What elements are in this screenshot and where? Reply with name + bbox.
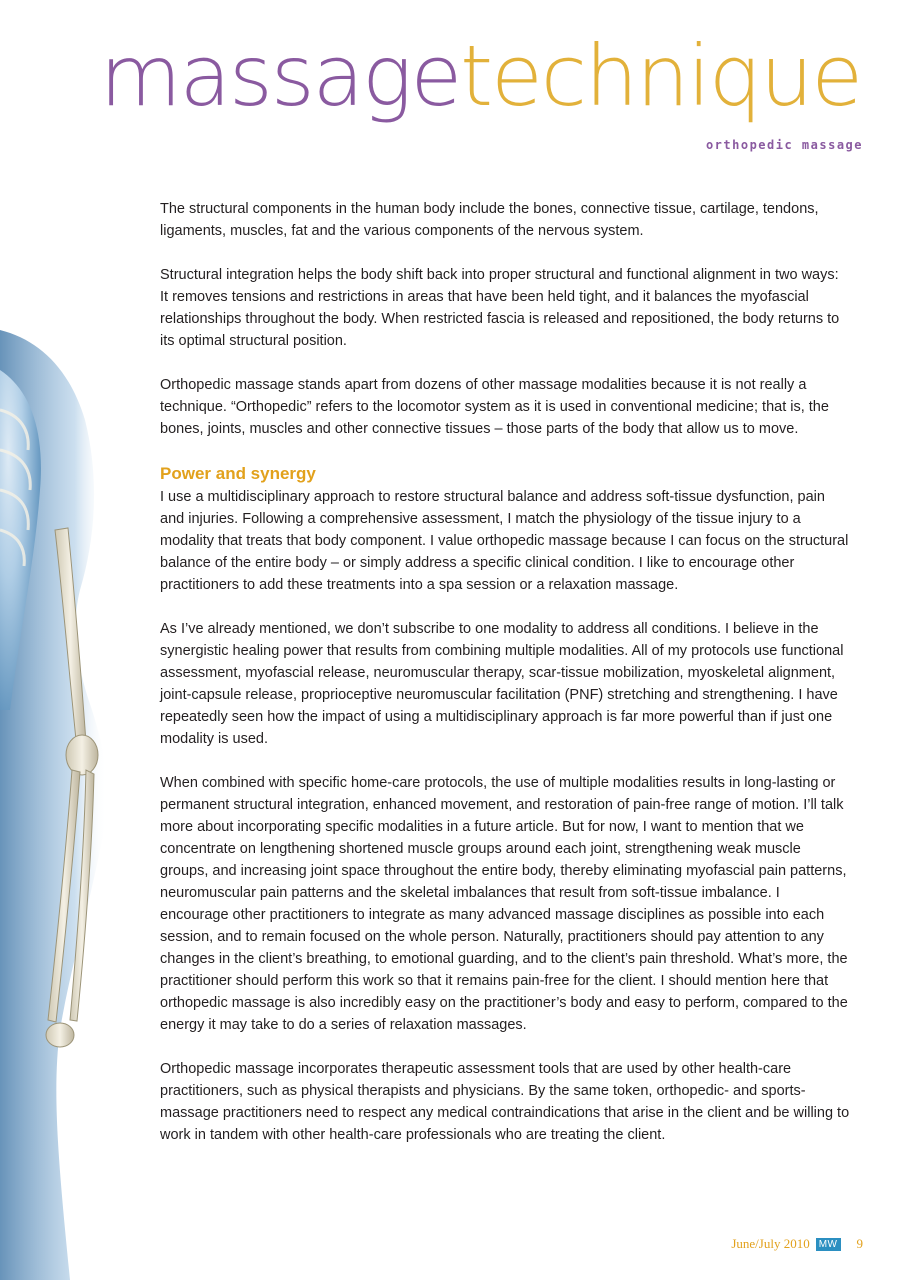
section-heading: Power and synergy [160, 464, 316, 483]
page-footer [731, 1236, 863, 1252]
skeleton-arm-graphic [0, 330, 150, 1280]
issue-date: June/July 2010 [731, 1236, 810, 1251]
paragraph: As I’ve already mentioned, we don’t subscribe to one modality to address all conditions. I believe in the synergistic healing power that results from combining multiple modalities. All of my protocols use functional assessment, myofascial release, neuromuscular therapy, scar-tissue mobilization, myoskeletal alignment, joint-capsule release, proprioceptive neuromuscular facilitation (PNF) stretching and strengthening. I have repeatedly seen how the impact of using a multidisciplinary approach is far more powerful than if just one modality is used. [160, 621, 844, 747]
article-body [160, 198, 850, 1168]
magazine-logo: MW [816, 1238, 841, 1251]
section-masthead [99, 27, 861, 125]
xray-arm-illustration [0, 330, 150, 1280]
paragraph: Orthopedic massage stands apart from dozens of other massage modalities because it is not really a technique. “Orthopedic” refers to the locomotor system as it is used in conventional medicine; that is, the bones, joints, muscles and other connective tissues – those parts of the body that allow us to move. [160, 377, 829, 437]
paragraph: I use a multidisciplinary approach to restore structural balance and address soft-tissue dysfunction, pain and injuries. Following a comprehensive assessment, I match the physiology of the tissue injury to a modality that treats that body component. I value orthopedic massage because I can focus on the structural balance of the entire body – or simply address a specific clinical condition. I like to encourage other practitioners to add these treatments into a spa session or a relaxation massage. [160, 489, 849, 593]
masthead-word-massage: massage [99, 27, 461, 125]
paragraph: Structural integration helps the body shift back into proper structural and functional alignment in two ways: It removes tensions and restrictions in areas that have been held tight, and it balances the myofascial relationships throughout the body. When restricted fascia is released and repositioned, the body returns to its optimal structural position. [160, 267, 840, 349]
paragraph: When combined with specific home-care protocols, the use of multiple modalities results in long-lasting or permanent structural integration, enhanced movement, and restoration of pain-free range of motion. I’ll talk more about incorporating specific modalities in a future article. But for now, I want to mention that we concentrate on lengthening shortened muscle groups around each joint, strengthening weak muscle groups, and increasing joint space throughout the entire body, thereby eliminating myofascial pain patterns, neuromuscular pain patterns and the skeletal imbalances that result from soft-tissue imbalance. I encourage other practitioners to integrate as many advanced massage disciplines as possible into each session, and to remain focused on the whole person. Naturally, practitioners should pay attention to any changes in the client’s breathing, to emotional guarding, and to the client’s pain threshold. What’s more, the practitioner should perform this work so that it remains pain-free for the client. I should mention here that orthopedic massage is also incredibly easy on the practitioner’s body and easy to perform, compared to the energy it may take to do a series of relaxation massages. [160, 775, 848, 1033]
paragraph: Orthopedic massage incorporates therapeutic assessment tools that are used by other health-care practitioners, such as physical therapists and physicians. By the same token, orthopedic- and sports-massage practitioners need to respect any medical contraindications that arise in the client and be willing to work in tandem with other health-care professionals who are treating the client. [160, 1061, 850, 1143]
masthead-word-technique: technique [460, 27, 861, 125]
page-number: 9 [856, 1236, 863, 1251]
section-subtitle: orthopedic massage [705, 138, 863, 152]
paragraph: The structural components in the human body include the bones, connective tissue, cartilage, tendons, ligaments, muscles, fat and the various components of the nervous system. [160, 201, 819, 239]
